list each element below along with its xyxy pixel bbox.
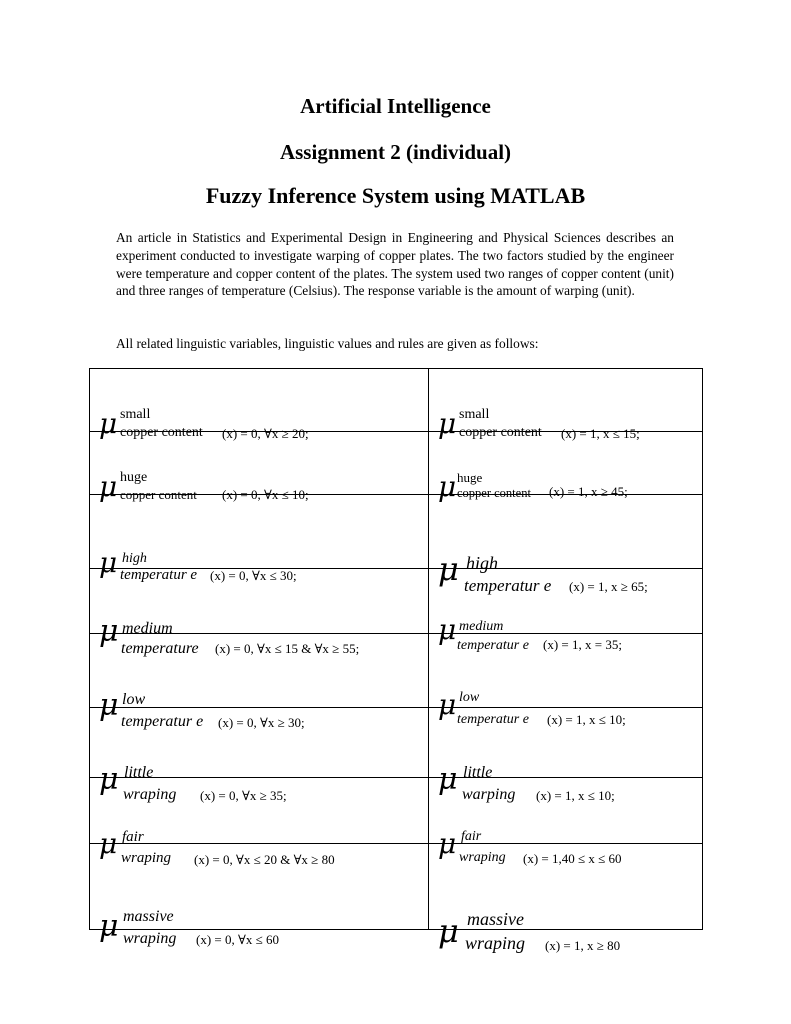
mu-symbol: μ (99, 826, 118, 860)
linguistic-variable: copper content (120, 425, 203, 440)
membership-rule: (x) = 1, x ≤ 10; (536, 787, 615, 803)
mu-symbol: μ (99, 761, 119, 797)
membership-rule: (x) = 0, ∀x ≤ 30; (210, 567, 297, 583)
linguistic-value: massive (467, 908, 524, 929)
linguistic-variable: wraping (459, 849, 506, 865)
linguistic-value: huge (120, 470, 148, 485)
linguistic-variable: copper content (120, 487, 197, 502)
linguistic-variable: temperatur e (120, 566, 198, 583)
linguistic-value: fair (461, 828, 482, 844)
mu-symbol: μ (438, 911, 459, 950)
linguistic-value: high (122, 550, 147, 566)
membership-rule: (x) = 0, ∀x ≤ 20 & ∀x ≥ 80 (194, 851, 335, 867)
linguistic-value: medium (459, 619, 504, 634)
membership-cell (90, 369, 429, 441)
membership-rule: (x) = 0, ∀x ≥ 30; (218, 714, 305, 730)
membership-rule: (x) = 1, x ≥ 45; (549, 484, 628, 499)
linguistic-variable: wraping (121, 849, 172, 866)
linguistic-variable: temperatur e (121, 712, 204, 730)
membership-rule: (x) = 1, x ≤ 10; (547, 711, 626, 727)
topic-heading: Fuzzy Inference System using MATLAB (205, 183, 586, 208)
mu-symbol: μ (99, 687, 119, 723)
linguistic-variable: wraping (123, 785, 177, 803)
membership-rule: (x) = 1,40 ≤ x ≤ 60 (523, 850, 622, 866)
linguistic-variable: copper content (459, 425, 542, 440)
membership-cell (429, 495, 703, 595)
membership-rule: (x) = 0, ∀x ≤ 60 (196, 931, 279, 947)
linguistic-value: massive (123, 907, 174, 925)
mu-symbol: μ (438, 613, 457, 646)
mu-symbol: μ (438, 549, 459, 588)
linguistic-value: huge (457, 470, 483, 485)
intro-paragraph: An article in Statistics and Experimental Design in Engineering and Physical Sciences describes an experiment conducted to investigate warping of copper plates. The two factors studied by the engineer were temperature and copper content of the plates. The system used two ranges of copper content (unit) and three ranges of temperature (Celsius). The response variable is the amount of warping (unit). (116, 230, 674, 299)
linguistic-value: fair (122, 828, 144, 845)
mu-symbol: μ (438, 407, 457, 440)
membership-rule: (x) = 0, ∀x ≥ 35; (200, 787, 287, 803)
membership-rule: (x) = 0, ∀x ≥ 20; (222, 426, 309, 441)
membership-rule: (x) = 1, x = 35; (543, 637, 622, 652)
linguistic-variable: temperatur e (457, 638, 529, 653)
linguistic-value: high (466, 552, 499, 573)
mu-symbol: μ (438, 761, 458, 797)
membership-rule: (x) = 1, x ≤ 15; (561, 426, 640, 441)
membership-cell (429, 369, 703, 441)
linguistic-value: small (120, 407, 151, 422)
membership-rule: (x) = 1, x ≥ 80 (545, 937, 621, 953)
assignment-subtitle: Assignment 2 (individual) (279, 140, 512, 164)
mu-symbol: μ (99, 545, 118, 579)
mu-symbol: μ (438, 470, 457, 503)
linguistic-variable: copper content (457, 486, 531, 500)
membership-cell (90, 495, 429, 583)
linguistic-value: small (459, 407, 490, 422)
membership-rule: (x) = 0, ∀x ≤ 10; (222, 487, 309, 502)
mu-symbol: μ (438, 687, 457, 721)
table-row (90, 495, 703, 569)
mu-symbol: μ (438, 826, 457, 860)
membership-function-table (89, 368, 703, 953)
intro-lead: All related linguistic variables, linguistic values and rules are given as follows: (116, 336, 539, 351)
linguistic-value: medium (122, 620, 173, 637)
linguistic-variable: wraping (123, 929, 177, 947)
linguistic-variable: temperatur e (464, 575, 552, 595)
document-title: Artificial Intelligence (300, 94, 491, 118)
linguistic-value: little (124, 763, 154, 781)
mu-symbol: μ (99, 470, 118, 503)
membership-rule: (x) = 1, x ≥ 65; (569, 578, 648, 594)
membership-rule: (x) = 0, ∀x ≤ 15 & ∀x ≥ 55; (215, 641, 360, 656)
linguistic-value: low (459, 689, 480, 705)
mu-symbol: μ (99, 614, 119, 649)
linguistic-value: little (463, 763, 493, 781)
mu-symbol: μ (99, 407, 118, 440)
linguistic-value: low (122, 690, 146, 708)
linguistic-variable: wraping (465, 932, 526, 953)
mu-symbol: μ (99, 908, 119, 944)
linguistic-variable: temperatur e (457, 711, 529, 727)
linguistic-variable: temperature (121, 640, 199, 657)
table-row (90, 369, 703, 432)
linguistic-variable: warping (462, 785, 516, 803)
